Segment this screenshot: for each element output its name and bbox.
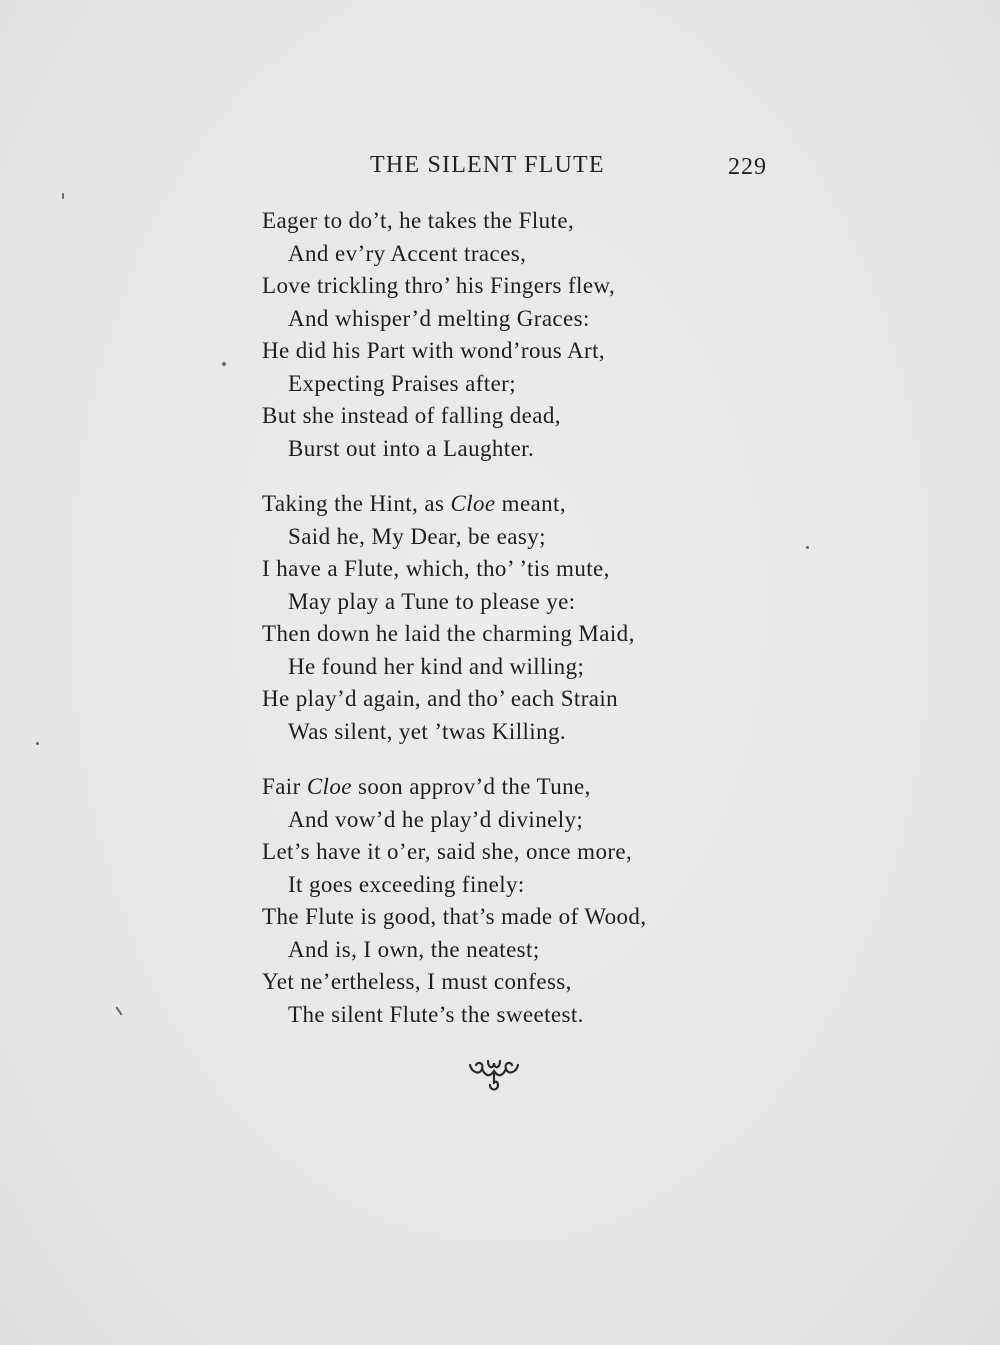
verse-line bbox=[262, 303, 742, 336]
verse-text: Said he, My Dear, be easy; bbox=[288, 523, 546, 549]
stanza-2 bbox=[262, 488, 742, 748]
verse-text: Then down he laid the charming Maid, bbox=[262, 621, 635, 646]
verse-text: And is, I own, the neatest; bbox=[288, 936, 540, 962]
italic-name: Cloe bbox=[306, 774, 352, 799]
verse-text: The Flute is good, that’s made of Wood, bbox=[262, 904, 647, 929]
verse-text: But she instead of falling dead, bbox=[262, 403, 561, 428]
verse-line bbox=[262, 869, 742, 902]
paper-speck bbox=[36, 742, 39, 745]
verse-line bbox=[262, 836, 742, 869]
verse-text: He found her kind and willing; bbox=[288, 653, 585, 679]
verse-text: Was silent, yet ’twas Killing. bbox=[288, 718, 567, 744]
verse-line bbox=[262, 716, 742, 749]
verse-line bbox=[262, 771, 742, 804]
verse-line bbox=[262, 553, 742, 586]
verse-text: Yet ne’ertheless, I must confess, bbox=[262, 969, 572, 994]
verse-line bbox=[262, 999, 742, 1032]
verse-text: Let’s have it o’er, said she, once more, bbox=[262, 839, 633, 864]
verse-line bbox=[262, 683, 742, 716]
verse-text: Taking the Hint, as bbox=[262, 491, 451, 516]
paper-speck bbox=[115, 1006, 122, 1015]
verse-line bbox=[262, 618, 742, 651]
verse-text: The silent Flute’s the sweetest. bbox=[288, 1001, 584, 1027]
poem-body bbox=[262, 205, 742, 1054]
stanza-3 bbox=[262, 771, 742, 1031]
verse-line bbox=[262, 586, 742, 619]
verse-line bbox=[262, 205, 742, 238]
verse-line bbox=[262, 934, 742, 967]
paper-speck bbox=[222, 362, 226, 366]
verse-text: Love trickling thro’ his Fingers flew, bbox=[262, 273, 616, 298]
fleuron-ornament-icon bbox=[466, 1055, 522, 1093]
verse-line bbox=[262, 901, 742, 934]
verse-line bbox=[262, 368, 742, 401]
verse-line bbox=[262, 966, 742, 999]
verse-text: meant, bbox=[495, 491, 566, 516]
verse-text: Burst out into a Laughter. bbox=[288, 435, 535, 461]
verse-line bbox=[262, 804, 742, 837]
verse-line bbox=[262, 400, 742, 433]
verse-text: soon approv’d the Tune, bbox=[351, 774, 591, 799]
verse-line bbox=[262, 521, 742, 554]
verse-text: He play’d again, and tho’ each Strain bbox=[262, 686, 619, 711]
paper-speck bbox=[62, 193, 64, 199]
verse-text: And whisper’d melting Graces: bbox=[288, 305, 590, 331]
verse-line bbox=[262, 488, 742, 521]
verse-line bbox=[262, 270, 742, 303]
verse-text: May play a Tune to please ye: bbox=[288, 588, 576, 614]
verse-text: And vow’d he play’d divinely; bbox=[288, 806, 584, 832]
verse-line bbox=[262, 238, 742, 271]
verse-text: Expecting Praises after; bbox=[288, 370, 517, 396]
running-head bbox=[0, 152, 1000, 186]
page-title: THE SILENT FLUTE bbox=[370, 152, 605, 178]
verse-text: And ev’ry Accent traces, bbox=[288, 240, 527, 266]
verse-text: It goes exceeding finely: bbox=[288, 871, 525, 897]
verse-text: Eager to do’t, he takes the Flute, bbox=[262, 208, 575, 233]
paper-speck bbox=[806, 546, 809, 549]
verse-text: Fair bbox=[262, 774, 307, 799]
stanza-1 bbox=[262, 205, 742, 465]
verse-line bbox=[262, 433, 742, 466]
verse-line bbox=[262, 335, 742, 368]
verse-line bbox=[262, 651, 742, 684]
verse-text: I have a Flute, which, tho’ ’tis mute, bbox=[262, 556, 610, 581]
italic-name: Cloe bbox=[450, 491, 496, 516]
page-number: 229 bbox=[728, 154, 767, 180]
verse-text: He did his Part with wond’rous Art, bbox=[262, 338, 606, 363]
